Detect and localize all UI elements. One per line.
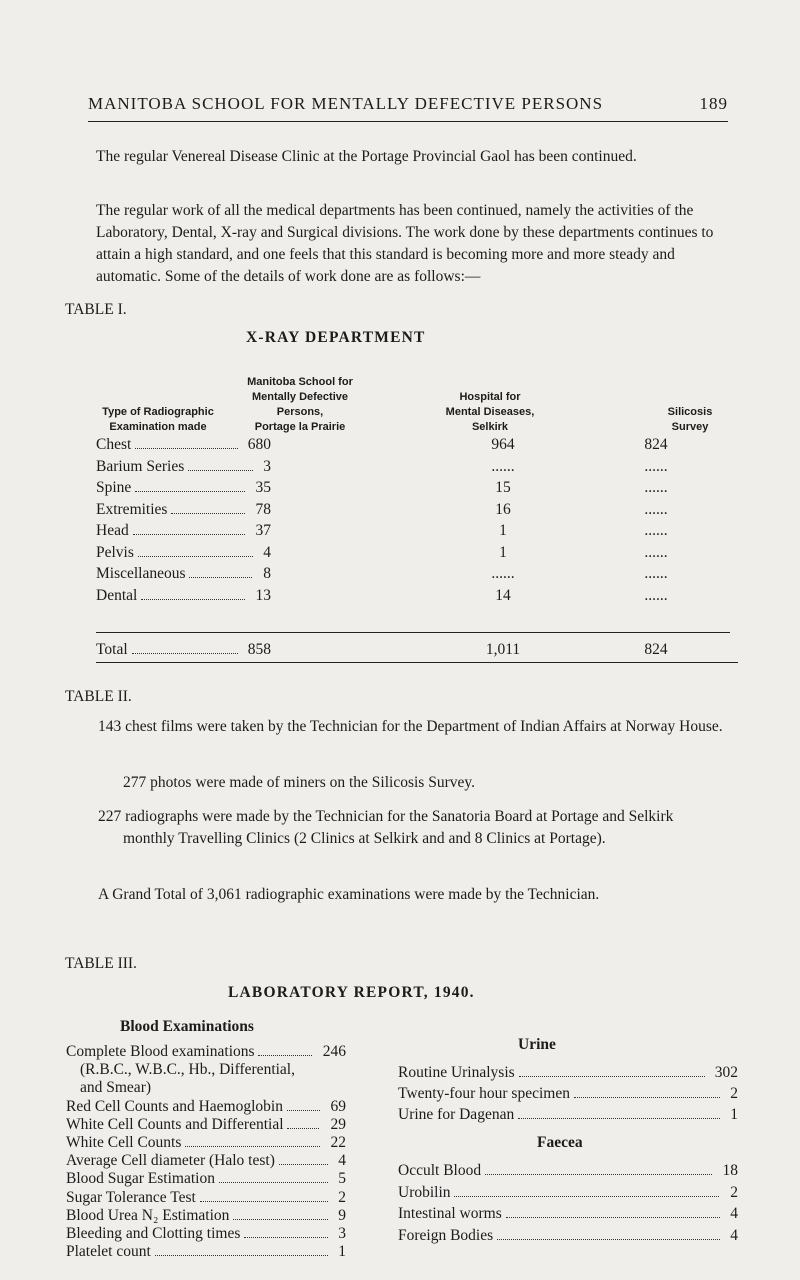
cell-selkirk: 16 [495, 500, 511, 518]
list-item [398, 1064, 738, 1084]
list-item [66, 1170, 346, 1190]
col2-line1: Hospital for [459, 391, 521, 403]
item-name: Sugar Tolerance Test [66, 1188, 196, 1206]
list-item [398, 1085, 738, 1105]
row-name: Miscellaneous [96, 565, 186, 582]
item-value: 3 [338, 1225, 346, 1242]
row-label [96, 458, 253, 476]
table1-row [96, 436, 726, 457]
table1-title: X-RAY DEPARTMENT [246, 329, 426, 346]
item-value: 1 [730, 1106, 738, 1123]
item-value: 18 [722, 1162, 738, 1179]
table1-row [96, 479, 726, 500]
item-value: 29 [330, 1115, 346, 1133]
item-value: 4 [338, 1152, 346, 1170]
item-name: Occult Blood [398, 1162, 482, 1179]
cell-manitoba: 680 [247, 436, 271, 453]
item-value: 69 [330, 1097, 346, 1115]
list-item [398, 1162, 738, 1182]
row-name: Head [96, 522, 129, 539]
table1-total-row [96, 641, 726, 662]
row-label [96, 565, 252, 583]
item-name: Red Cell Counts and Haemoglobin [66, 1097, 283, 1115]
item-name: Urine for Dagenan [398, 1106, 515, 1123]
blood-heading: Blood Examinations [120, 1018, 254, 1035]
item-name: (R.B.C., W.B.C., Hb., Differential, [80, 1061, 295, 1079]
item-value: 302 [714, 1064, 738, 1081]
leader [185, 1142, 320, 1147]
cell-silicosis: ...... [644, 479, 668, 496]
cell-manitoba: 4 [263, 543, 271, 561]
leader [506, 1213, 720, 1218]
item-value: 9 [338, 1206, 346, 1224]
list-item [398, 1205, 738, 1225]
leader [287, 1124, 319, 1129]
cell-manitoba: 35 [255, 479, 271, 496]
cell-silicosis: ...... [644, 522, 668, 539]
table3-title: LABORATORY REPORT, 1940. [228, 984, 475, 1001]
table1-row [96, 458, 726, 479]
leader [287, 1106, 320, 1111]
item-name: Twenty-four hour specimen [398, 1085, 570, 1102]
row-name: Extremities [96, 500, 168, 518]
cell-selkirk: ...... [491, 457, 515, 475]
cell-silicosis: ...... [644, 457, 668, 475]
cell-manitoba: 3 [263, 457, 271, 475]
item-name: White Cell Counts and Differential [66, 1115, 284, 1133]
item-name: Blood Urea N₂ Estimation [66, 1206, 230, 1224]
table1-col2-header [420, 390, 560, 435]
leader [518, 1114, 720, 1119]
item-name: Blood Sugar Estimation [66, 1170, 215, 1188]
col1-line3: Persons, [276, 406, 324, 418]
item-value: 2 [730, 1085, 738, 1102]
row-name: Dental [96, 586, 138, 604]
table1-total-rule-bottom [96, 662, 738, 663]
list-item [66, 1189, 346, 1209]
item-name: Complete Blood examinations [66, 1043, 255, 1060]
table3-label: TABLE III. [65, 955, 137, 972]
item-value: 2 [730, 1183, 738, 1201]
row-label [96, 436, 238, 454]
list-item [66, 1134, 346, 1154]
table1-row [96, 544, 726, 565]
list-item [66, 1098, 346, 1118]
row-label [96, 522, 245, 540]
paragraph-vd-clinic: The regular Venereal Disease Clinic at the Portage Provincial Gaol has been continued. [96, 148, 637, 165]
total-label [96, 641, 238, 659]
cell-manitoba: 8 [263, 565, 271, 582]
table2-item-2: 277 photos were made of miners on the Silicosis Survey. [123, 774, 475, 791]
cell-selkirk: ...... [491, 565, 515, 582]
table1-col3-header [650, 405, 730, 435]
leader [141, 595, 245, 600]
cell-selkirk: 1 [499, 522, 507, 539]
row-name: Chest [96, 436, 132, 453]
leader [519, 1072, 705, 1077]
leader [138, 552, 253, 557]
leader [497, 1235, 720, 1240]
item-name: Bleeding and Clotting times [66, 1225, 241, 1242]
total-silicosis: 824 [644, 641, 668, 658]
table1-row [96, 587, 726, 608]
leader [135, 444, 238, 449]
list-item [66, 1152, 346, 1172]
row-name: Spine [96, 479, 132, 496]
table2-item-1: 143 chest films were taken by the Technician for the Department of Indian Affairs at Norway House. [98, 718, 723, 735]
total-selkirk: 1,011 [485, 641, 521, 658]
item-value: 4 [730, 1205, 738, 1222]
leader [133, 530, 245, 535]
leader [132, 649, 238, 654]
list-item [398, 1184, 738, 1204]
leader [279, 1160, 328, 1165]
table1-row [96, 501, 726, 522]
total-manitoba: 858 [247, 641, 271, 658]
item-value: 4 [730, 1226, 738, 1244]
cell-manitoba: 78 [255, 500, 271, 518]
item-name: Urobilin [398, 1183, 451, 1201]
table1-label: TABLE I. [65, 301, 127, 318]
header-rule [88, 121, 728, 122]
row-label [96, 544, 253, 562]
leader [189, 573, 252, 578]
row-label [96, 479, 245, 497]
list-item [66, 1207, 346, 1227]
leader [171, 509, 245, 514]
header-title: MANITOBA SCHOOL FOR MENTALLY DEFECTIVE PERSONS [88, 94, 604, 113]
row-name: Barium Series [96, 457, 185, 475]
table2-item-4: A Grand Total of 3,061 radiographic examinations were made by the Technician. [98, 886, 600, 903]
item-name: Routine Urinalysis [398, 1064, 515, 1081]
leader [258, 1051, 312, 1056]
item-value: 5 [338, 1170, 346, 1188]
urine-heading: Urine [518, 1036, 556, 1053]
item-value: 1 [338, 1243, 346, 1261]
cell-silicosis: ...... [644, 565, 668, 582]
list-item [66, 1225, 346, 1245]
faeces-heading: Faecea [537, 1134, 583, 1151]
col0-line1: Type of Radiographic [102, 406, 214, 418]
list-item [66, 1116, 346, 1136]
cell-silicosis: 824 [644, 436, 668, 453]
total-name: Total [96, 641, 128, 658]
cell-selkirk: 14 [495, 586, 511, 604]
item-name: Foreign Bodies [398, 1226, 494, 1244]
cell-silicosis: ...... [644, 500, 668, 518]
paragraph-departments: The regular work of all the medical departments has been continued, namely the activities of the Laboratory, Dental, X-ray and Surgical divisions. The work done by these departments continues to attain a high standard, and one feels that this standard is becoming more and more steady and automatic. Some of the details of work done are as follows:— [96, 202, 714, 285]
cell-selkirk: 15 [495, 479, 511, 496]
item-name: and Smear) [80, 1079, 152, 1097]
col0-line2: Examination made [109, 421, 207, 433]
item-name: Intestinal worms [398, 1205, 502, 1222]
leader [219, 1178, 328, 1183]
col1-line4: Portage la Prairie [254, 421, 346, 433]
item-value: 246 [322, 1043, 346, 1060]
item-name: Average Cell diameter (Halo test) [66, 1152, 275, 1170]
item-name: Platelet count [66, 1243, 151, 1261]
table1-col1-header [220, 375, 380, 435]
running-header [88, 94, 728, 114]
list-item [398, 1227, 738, 1247]
cell-manitoba: 13 [255, 586, 271, 604]
row-label [96, 501, 245, 519]
cell-selkirk: 1 [499, 543, 507, 561]
col2-line3: Selkirk [471, 421, 509, 433]
cell-selkirk: 964 [491, 436, 515, 453]
leader [155, 1251, 328, 1256]
cell-manitoba: 37 [255, 522, 271, 539]
cell-silicosis: ...... [644, 586, 668, 604]
list-item [66, 1061, 346, 1081]
col2-line2: Mental Diseases, [445, 406, 535, 418]
leader [454, 1192, 719, 1197]
row-name: Pelvis [96, 543, 134, 561]
leader [485, 1170, 712, 1175]
page-number: 189 [699, 94, 728, 113]
item-value: 22 [330, 1134, 346, 1151]
table2-label: TABLE II. [65, 688, 132, 705]
leader [135, 487, 245, 492]
table2-item-3: 227 radiographs were made by the Technician for the Sanatoria Board at Portage and Selkirk monthly Travelling Clinics (2 Clinics at Selkirk and and 8 Clinics at Portage). [98, 808, 674, 847]
leader [200, 1197, 328, 1202]
leader [574, 1093, 720, 1098]
leader [188, 466, 253, 471]
table1-col0-header [88, 405, 228, 435]
col3-line2: Survey [671, 421, 709, 433]
item-name: White Cell Counts [66, 1134, 182, 1151]
table1-row [96, 565, 726, 586]
leader [244, 1233, 328, 1238]
list-item [66, 1079, 346, 1099]
col1-line2: Mentally Defective [252, 391, 348, 403]
table1-row [96, 522, 726, 543]
list-item [398, 1106, 738, 1126]
col3-line1: Silicosis [667, 406, 713, 418]
row-label [96, 587, 245, 605]
table1-total-rule-top [96, 632, 730, 633]
cell-silicosis: ...... [644, 543, 668, 561]
list-item [66, 1243, 346, 1263]
list-item [66, 1043, 346, 1063]
col1-line1: Manitoba School for [247, 376, 353, 388]
item-value: 2 [338, 1188, 346, 1206]
leader [233, 1215, 328, 1220]
